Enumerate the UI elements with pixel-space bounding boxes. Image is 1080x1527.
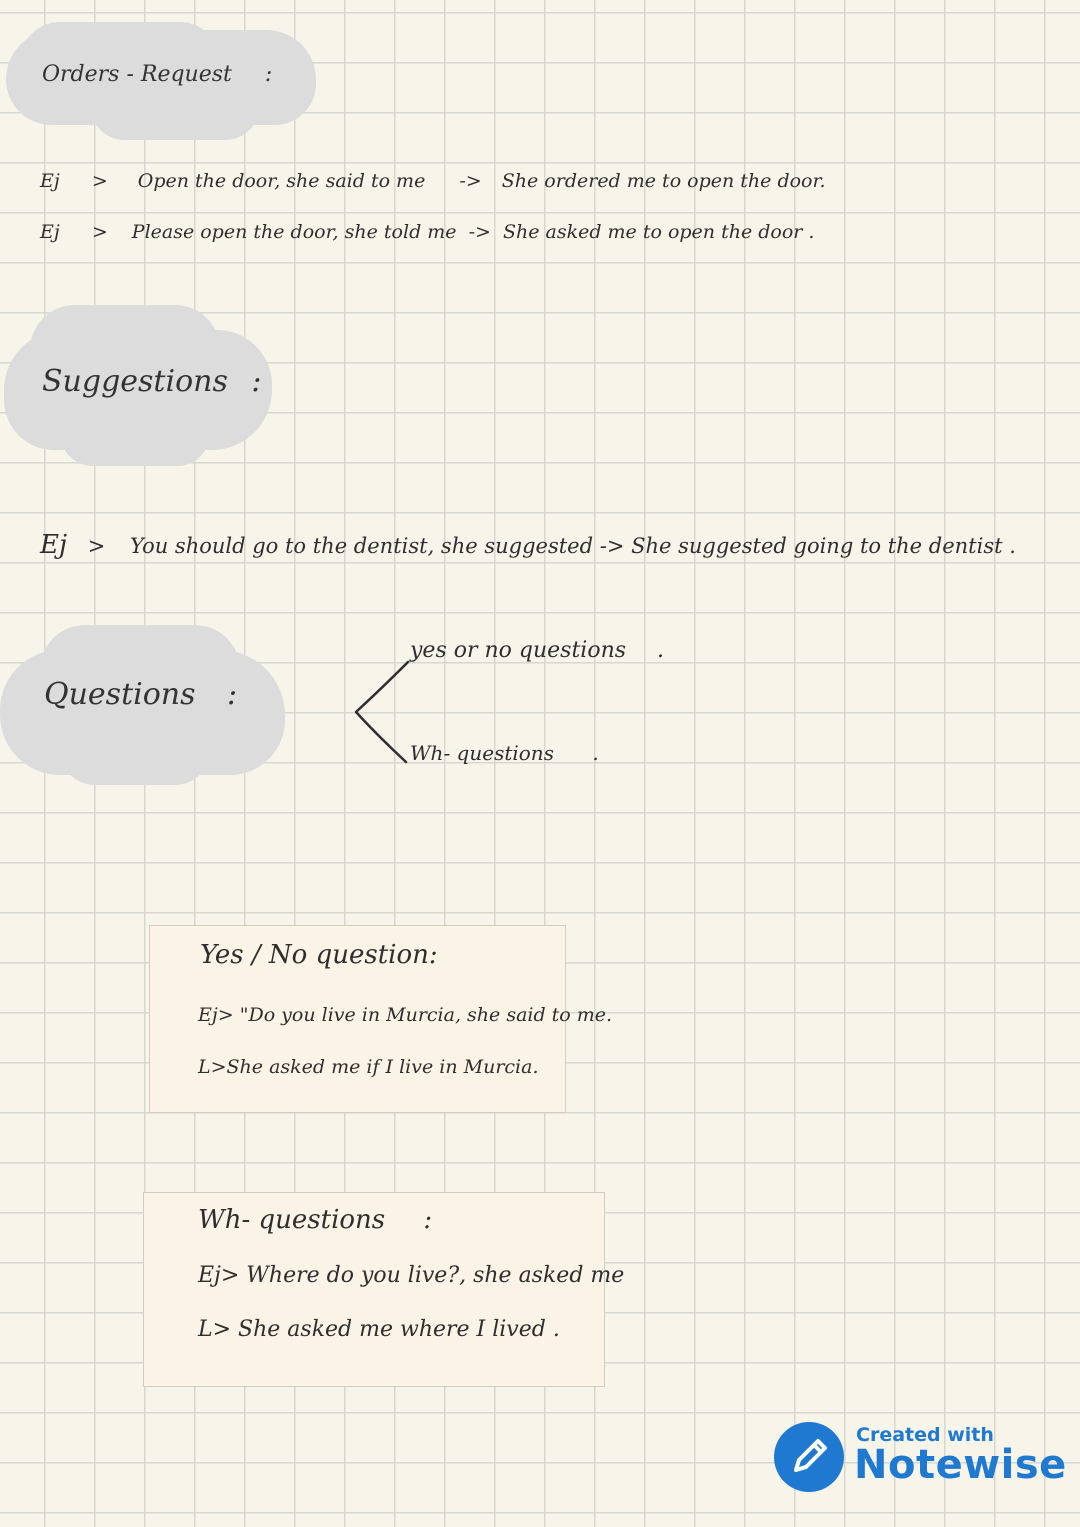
card-line: Ej> Where do you live?, she asked me xyxy=(198,1263,625,1288)
card-line: L> She asked me where I lived . xyxy=(198,1317,560,1342)
example-prefix: Ej xyxy=(40,530,68,560)
example-reported: She suggested going to the dentist . xyxy=(631,534,1016,558)
pencil-icon xyxy=(774,1422,844,1492)
example-direct: You should go to the dentist, she suggested xyxy=(130,534,594,558)
card-title: Yes / No question: xyxy=(200,940,438,970)
example-prefix: Ej xyxy=(40,221,60,243)
questions-branch-top xyxy=(410,638,664,663)
branch-bottom-dot: . xyxy=(592,741,599,765)
example-reported: She asked me to open the door . xyxy=(502,221,815,243)
branch-top-text: yes or no questions xyxy=(410,638,627,663)
questions-heading-text: Questions xyxy=(44,677,196,712)
logo-created-with: Created with xyxy=(856,1424,994,1446)
orders-heading xyxy=(42,62,272,87)
card-line: L>She asked me if I live in Murcia. xyxy=(198,1056,539,1078)
example-arrow: > xyxy=(91,221,108,243)
example-arrow: > xyxy=(87,534,106,558)
example-direct: Open the door, she said to me xyxy=(137,170,426,192)
card-title-text: Wh- questions xyxy=(198,1205,386,1235)
card-line: Ej> "Do you live in Murcia, she said to me. xyxy=(198,1004,613,1026)
branch-bottom-text: Wh- questions xyxy=(410,741,554,765)
example-sep: -> xyxy=(468,221,491,243)
questions-heading xyxy=(44,677,237,712)
card-title xyxy=(198,1205,432,1235)
branch-top-dot: . xyxy=(657,638,665,663)
example-reported: She ordered me to open the door. xyxy=(501,170,826,192)
orders-heading-colon: : xyxy=(264,62,273,87)
example-sep: -> xyxy=(599,534,625,558)
card-title-colon: : xyxy=(423,1205,433,1235)
example-direct: Please open the door, she told me xyxy=(131,221,457,243)
logo-brand-name: Notewise xyxy=(854,1442,1067,1488)
suggestions-heading-colon: : xyxy=(251,364,262,399)
example-sep: -> xyxy=(459,170,482,192)
wh-questions-card xyxy=(143,1192,625,1387)
questions-branch-bottom xyxy=(410,741,599,765)
yes-no-question-card xyxy=(149,925,613,1113)
example-prefix: Ej xyxy=(40,170,60,192)
orders-heading-text: Orders - Request xyxy=(42,62,232,87)
orders-example-2 xyxy=(40,221,814,243)
notewise-logo xyxy=(774,1420,1067,1495)
example-arrow: > xyxy=(91,170,108,192)
questions-heading-colon: : xyxy=(227,677,238,712)
suggestions-heading-text: Suggestions xyxy=(42,364,228,399)
orders-example-1 xyxy=(40,170,826,192)
suggestions-example xyxy=(40,530,1016,560)
suggestions-heading xyxy=(42,364,262,399)
